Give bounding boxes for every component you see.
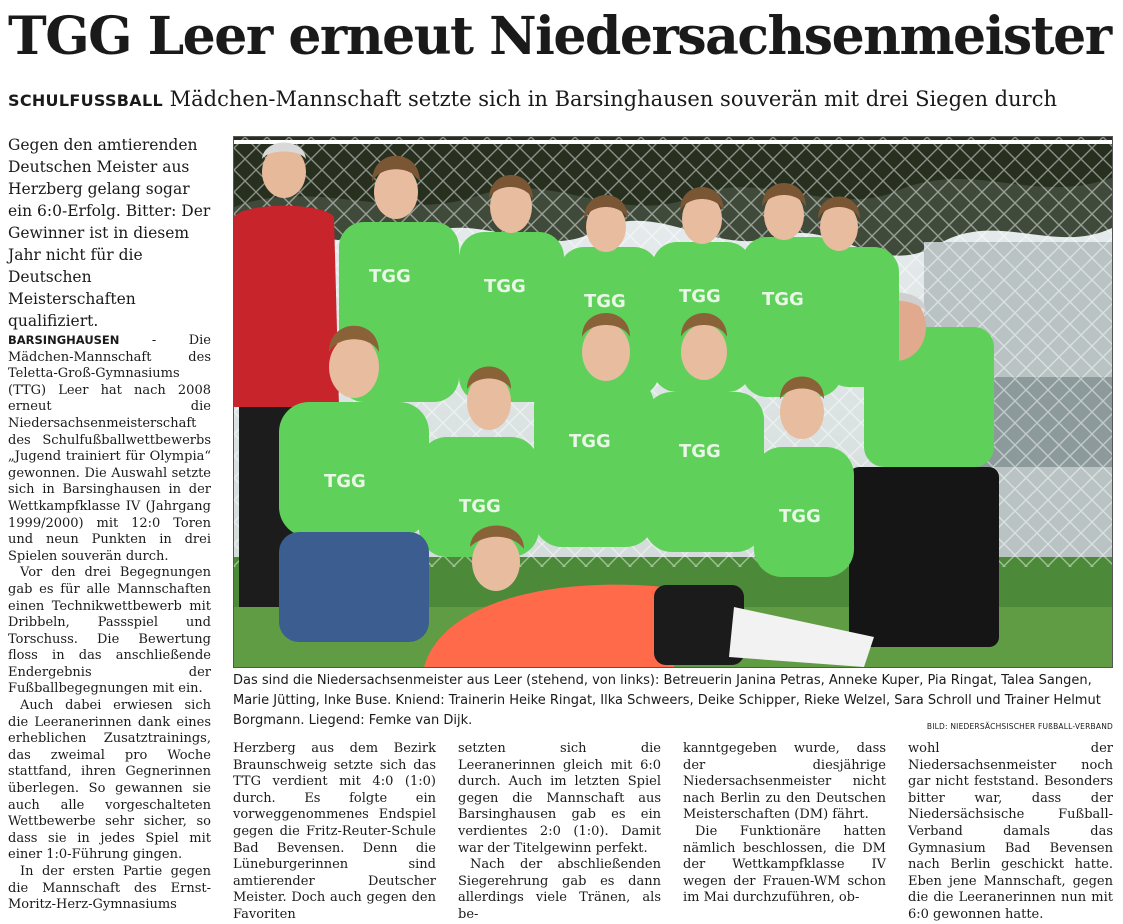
headline: TGG Leer erneut Niedersachsenmeister	[8, 6, 1111, 67]
article-column-2	[233, 741, 436, 924]
paragraph: Auch dabei erwiesen sich die Leeranerinnen dank eines erheblichen Zusatztrainings, das zweimal pro Woche stattfand, ihren Gegnerinnen überlegen. So gewannen sie auch alle vorgeschalteten Wettbewerbe sehr sicher, so dass sie in jedes Spiel mit einer 1:0-Führung gingen.	[8, 698, 211, 863]
shirt-logo: TGG	[324, 471, 366, 492]
article-column-4	[683, 741, 886, 907]
subline-text: Mädchen-Mannschaft setzte sich in Barsinghausen souverän mit drei Siegen durch	[169, 87, 1057, 111]
photo-credit: BILD: NIEDERSÄCHSISCHER FUßBALL-VERBAND	[926, 722, 1113, 731]
shirt-logo: TGG	[779, 506, 821, 527]
paragraph: Herzberg aus dem Bezirk Braunschweig setzte sich das TTG verdient mit 4:0 (1:0) durch. Es folgte ein vorweggenommenes Endspiel gegen die Fritz-Reuter-Schule Bad Bevensen. Denn die Lüneburgerinnen sind amtierender Deutscher Meister. Doch auch gegen den Favoriten	[233, 741, 436, 922]
paragraph: Die Funktionäre hatten nämlich beschlossen, die DM der Wettkampfklasse IV wegen der Frauen-WM schon im Mai durchzuführen, ob-	[683, 823, 886, 906]
paragraph: kanntgegeben wurde, dass der diesjährige Niedersachsenmeister nicht nach Berlin zu den Deutschen Meisterschaften (DM) fährt.	[683, 741, 886, 823]
shirt-logo: TGG	[459, 496, 501, 517]
article-column-3	[458, 741, 661, 924]
shirt-logo: TGG	[679, 286, 721, 307]
caption-text: Das sind die Niedersachsenmeister aus Leer (stehend, von links): Betreuerin Janina Petras, Anneke Kuper, Pia Ringat, Talea Sangen, Marie Jütting, Inke Buse. Kniend: Trainerin Heike Ringat, Ilka Schweers, Deike Schipper, Rieke Welzel, Sara Schroll und Trainer Helmut Borgmann. Liegend: Femke van Dijk.	[233, 673, 1101, 728]
article-column-1	[8, 134, 211, 914]
article-column-5	[908, 741, 1113, 924]
paragraph-text: - Die Mädchen-Mannschaft des Teletta-Groß-Gymnasiums (TTG) Leer hat nach 2008 erneut die Niedersachsenmeisterschaft des Schulfußballwettbewerbs „Jugend trainiert für Olympia“ gewonnen. Die Auswahl setzte sich in Barsinghausen in der Wettkampfklasse IV (Jahrgang 1999/2000) mit 12:0 Toren und neun Punkten in drei Spielen souverän durch.	[8, 333, 211, 564]
photo-caption	[233, 671, 1113, 737]
paragraph: wohl der Niedersachsenmeister noch gar nicht feststand. Besonders bitter war, dass der Niedersächsische Fußball-Verband damals das Gymnasium Bad Bevensen nach Berlin geschickt hatte. Eben jene Mannschaft, gegen die die Leeranerinnen nun mit 6:0 gewonnen hatte.	[908, 741, 1113, 922]
team-photo	[233, 136, 1113, 668]
subline-kicker: SCHULFUSSBALL	[8, 91, 163, 110]
article-lead: Gegen den amtierenden Deutschen Meister aus Herzberg gelang sogar ein 6:0-Erfolg. Bitter: Der Gewinner ist in diesem Jahr nicht für die Deutschen Meisterschaften qualifiziert.	[8, 136, 211, 330]
subline	[8, 84, 1118, 116]
paragraph: Nach der abschließenden Siegerehrung gab es dann allerdings viele Tränen, als be-	[458, 857, 661, 922]
paragraph: setzten sich die Leeranerinnen gleich mit 6:0 durch. Auch im letzten Spiel gegen die Mannschaft aus Barsinghausen gab es ein verdientes 2:0 (1:0). Damit war der Titelgewinn perfekt.	[458, 741, 661, 856]
team-photo-illustration	[234, 137, 1113, 668]
paragraph: Vor den drei Begegnungen gab es für alle Mannschaften einen Technikwettbewerb mit Dribbeln, Passspiel und Torschuss. Die Bewertung floss in das anschließende Endergebnis der Fußballbegegnungen mit ein.	[8, 565, 211, 697]
shirt-logo: TGG	[369, 266, 411, 287]
paragraph: In der ersten Partie gegen die Mannschaft des Ernst-Moritz-Herz-Gymnasiums	[8, 864, 211, 913]
shirt-logo: TGG	[584, 291, 626, 312]
shirt-logo: TGG	[484, 276, 526, 297]
paragraph	[8, 332, 211, 565]
shirt-logo: TGG	[679, 441, 721, 462]
shirt-logo: TGG	[569, 431, 611, 452]
dateline: BARSINGHAUSEN	[8, 333, 120, 347]
shirt-logo: TGG	[762, 289, 804, 310]
